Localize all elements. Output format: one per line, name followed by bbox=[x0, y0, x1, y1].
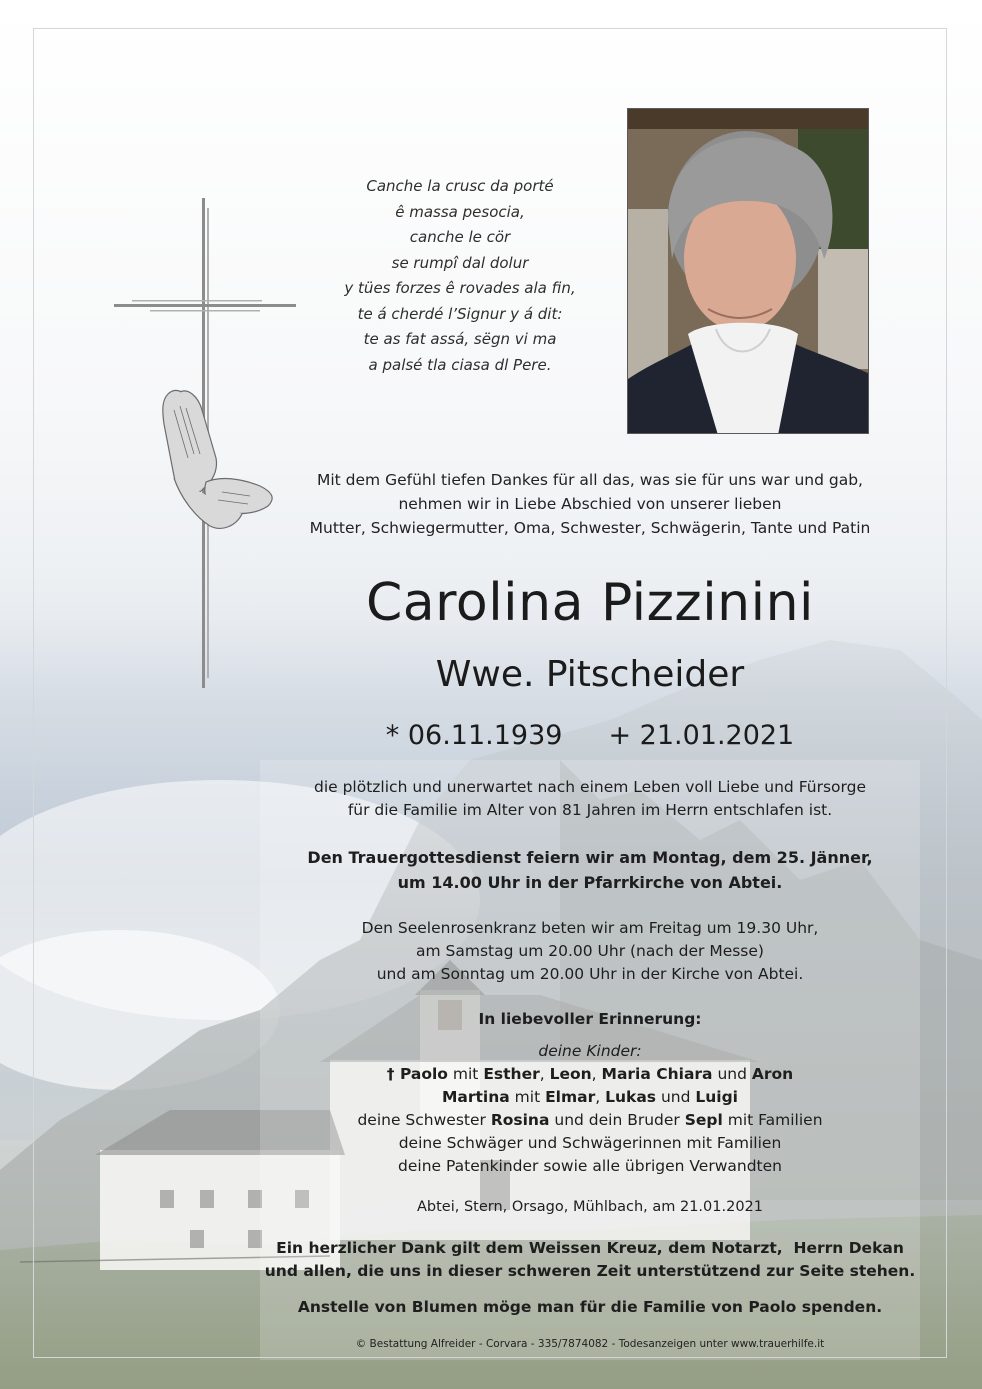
thanks-text bbox=[260, 1237, 920, 1283]
widow-name: Wwe. Pitscheider bbox=[435, 654, 745, 695]
death-date: + 21.01.2021 bbox=[608, 720, 795, 751]
intro-line: Mutter, Schwiegermutter, Oma, Schwester, Schwägerin, Tante und Patin bbox=[309, 519, 871, 537]
funeral-line: Den Trauergottesdienst feiern wir am Montag, dem 25. Jänner, bbox=[307, 848, 873, 867]
flowers-note: Anstelle von Blumen möge man für die Familie von Paolo spenden. bbox=[297, 1298, 883, 1316]
thanks-line: Ein herzlicher Dank gilt dem Weissen Kreuz, dem Notarzt, Herrn Dekan bbox=[276, 1239, 904, 1257]
family-line-1: † Paolo mit Esther, Leon, Maria Chiara und Aron bbox=[386, 1065, 794, 1083]
life-dates bbox=[260, 716, 920, 756]
intro-line: nehmen wir in Liebe Abschied von unserer lieben bbox=[398, 495, 782, 513]
intro-text bbox=[260, 468, 920, 540]
poem-line: se rumpî dal dolur bbox=[391, 253, 529, 272]
memory-heading: In liebevoller Erinnerung: bbox=[478, 1010, 702, 1028]
rosary-line: am Samstag um 20.00 Uhr (nach der Messe) bbox=[416, 942, 764, 960]
poem bbox=[300, 174, 620, 378]
birth-date: * 06.11.1939 bbox=[385, 720, 563, 751]
death-notice bbox=[260, 776, 920, 822]
poem-line: y tües forzes ê rovades ala fin, bbox=[344, 279, 576, 297]
thanks-line: und allen, die uns in dieser schweren Zeit unterstützend zur Seite stehen. bbox=[264, 1262, 916, 1280]
family-line-5: deine Patenkinder sowie alle übrigen Verwandten bbox=[398, 1157, 782, 1175]
family-line-2: Martina mit Elmar, Lukas und Luigi bbox=[442, 1088, 738, 1106]
funeral-line: um 14.00 Uhr in der Pfarrkirche von Abtei. bbox=[397, 873, 783, 892]
family-line-3: deine Schwester Rosina und dein Bruder Sepl mit Familien bbox=[357, 1111, 823, 1129]
family-line-4: deine Schwäger und Schwägerinnen mit Familien bbox=[398, 1134, 782, 1152]
rosary-info bbox=[260, 917, 920, 986]
poem-line: a palsé tla ciasa dl Pere. bbox=[368, 355, 552, 374]
rosary-line: und am Sonntag um 20.00 Uhr in der Kirche von Abtei. bbox=[376, 965, 804, 983]
poem-line: canche le cör bbox=[409, 228, 511, 246]
place-date: Abtei, Stern, Orsago, Mühlbach, am 21.01.2021 bbox=[416, 1199, 764, 1215]
children-label: deine Kinder: bbox=[538, 1042, 642, 1060]
family-list bbox=[260, 1040, 920, 1178]
undertaker-credit: © Bestattung Alfreider - Corvara - 335/7874082 - Todesanzeigen unter www.trauerhilfe.it bbox=[355, 1338, 825, 1350]
deceased-name: Carolina Pizzinini bbox=[366, 573, 814, 633]
poem-line: te á cherdé l’Signur y á dit: bbox=[357, 304, 563, 323]
portrait-photo bbox=[627, 108, 869, 434]
death-notice-line: die plötzlich und unerwartet nach einem Leben voll Liebe und Fürsorge bbox=[313, 778, 866, 796]
poem-line: ê massa pesocia, bbox=[395, 202, 525, 221]
poem-line: te as fat assá, sëgn vi ma bbox=[363, 330, 557, 348]
funeral-info bbox=[260, 845, 920, 895]
intro-line: Mit dem Gefühl tiefen Dankes für all das, was sie für uns war und gab, bbox=[317, 471, 863, 489]
rosary-line: Den Seelenrosenkranz beten wir am Freitag um 19.30 Uhr, bbox=[361, 919, 819, 937]
poem-line: Canche la crusc da porté bbox=[366, 177, 554, 195]
death-notice-line: für die Familie im Alter von 81 Jahren im Herrn entschlafen ist. bbox=[347, 801, 833, 819]
